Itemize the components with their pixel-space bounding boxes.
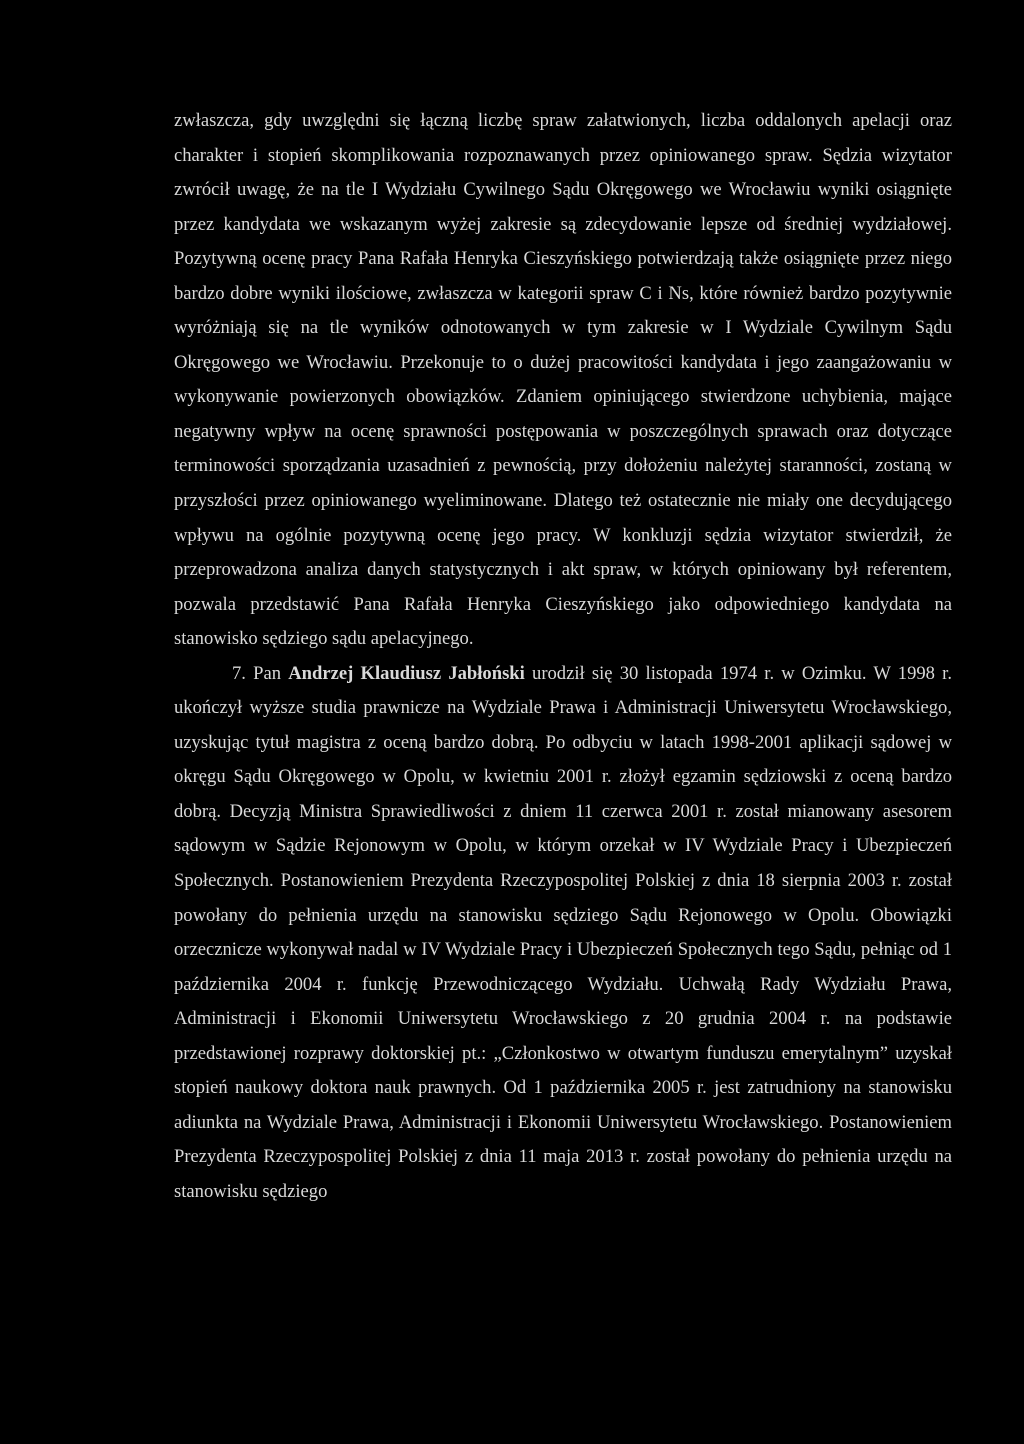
document-body xyxy=(174,104,952,1210)
candidate-number-prefix: 7. Pan xyxy=(232,662,289,684)
candidate-biography: urodził się 30 listopada 1974 r. w Ozimku. W 1998 r. ukończył wyższe studia prawnicze na Wydziale Prawa i Administracji Uniwersytetu Wrocławskiego, uzyskując tytuł magistra z oceną bardzo dobrą. Po odbyciu w latach 1998-2001 aplikacji sądowej w okręgu Sądu Okręgowego w Opolu, w kwietniu 2001 r. złożył egzamin sędziowski z oceną bardzo dobrą. Decyzją Ministra Sprawiedliwości z dniem 11 czerwca 2001 r. został mianowany asesorem sądowym w Sądzie Rejonowym w Opolu, w którym orzekał w IV Wydziale Pracy i Ubezpieczeń Społecznych. Postanowieniem Prezydenta Rzeczypospolitej Polskiej z dnia 18 sierpnia 2003 r. został powołany do pełnienia urzędu na stanowisku sędziego Sądu Rejonowego w Opolu. Obowiązki orzecznicze wykonywał nadal w IV Wydziale Pracy i Ubezpieczeń Społecznych tego Sądu, pełniąc od 1 października 2004 r. funkcję Przewodniczącego Wydziału. Uchwałą Rady Wydziału Prawa, Administracji i Ekonomii Uniwersytetu Wrocławskiego z 20 grudnia 2004 r. na podstawie przedstawionej rozprawy doktorskiej pt.: „Członkostwo w otwartym funduszu emerytalnym” uzyskał stopień naukowy doktora nauk prawnych. Od 1 października 2005 r. jest zatrudniony na stanowisku adiunkta na Wydziale Prawa, Administracji i Ekonomii Uniwersytetu Wrocławskiego. Postanowieniem Prezydenta Rzeczypospolitej Polskiej z dnia 11 maja 2013 r. został powołany do pełnienia urzędu na stanowisku sędziego xyxy=(174,662,952,1202)
paragraph-opinion-continuation: zwłaszcza, gdy uwzględni się łączną liczbę spraw załatwionych, liczba oddalonych apelacji oraz charakter i stopień skomplikowania rozpoznawanych przez opiniowanego spraw. Sędzia wizytator zwrócił uwagę, że na tle I Wydziału Cywilnego Sądu Okręgowego we Wrocławiu wyniki osiągnięte przez kandydata we wskazanym wyżej zakresie są zdecydowanie lepsze od średniej wydziałowej. Pozytywną ocenę pracy Pana Rafała Henryka Cieszyńskiego potwierdzają także osiągnięte przez niego bardzo dobre wyniki ilościowe, zwłaszcza w kategorii spraw C i Ns, które również bardzo pozytywnie wyróżniają się na tle wyników odnotowanych w tym zakresie w I Wydziale Cywilnym Sądu Okręgowego we Wrocławiu. Przekonuje to o dużej pracowitości kandydata i jego zaangażowaniu w wykonywanie powierzonych obowiązków. Zdaniem opiniującego stwierdzone uchybienia, mające negatywny wpływ na ocenę sprawności postępowania w poszczególnych sprawach oraz dotyczące terminowości sporządzania uzasadnień z pewnością, przy dołożeniu należytej staranności, zostaną w przyszłości przez opiniowanego wyeliminowane. Dlatego też ostatecznie nie miały one decydującego wpływu na ogólnie pozytywną ocenę jego pracy. W konkluzji sędzia wizytator stwierdził, że przeprowadzona analiza danych statystycznych i akt spraw, w których opiniowany był referentem, pozwala przedstawić Pana Rafała Henryka Cieszyńskiego jako odpowiedniego kandydata na stanowisko sędziego sądu apelacyjnego. xyxy=(174,110,952,650)
paragraph-candidate-7 xyxy=(174,657,952,1210)
candidate-name: Andrzej Klaudiusz Jabłoński xyxy=(288,662,525,684)
